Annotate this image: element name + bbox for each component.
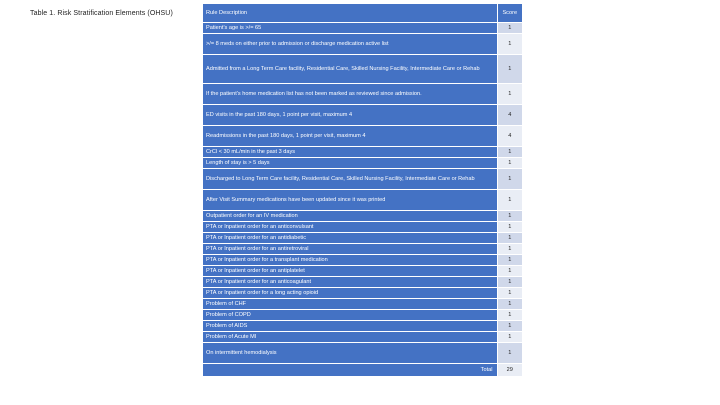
table-row [203,105,522,126]
table-row [203,277,522,288]
score-cell: 1 [497,321,522,332]
rule-description-header: Rule Description [203,4,497,23]
rule-description-cell: PTA or Inpatient order for an antiplatelet [203,266,497,277]
table-row [203,310,522,321]
table-row [203,169,522,190]
rule-description-cell: Length of stay is > 5 days [203,158,497,169]
table-row [203,158,522,169]
total-label: Total [203,364,497,377]
score-cell: 1 [497,158,522,169]
table-row [203,332,522,343]
rule-description-cell: >/= 8 meds on either prior to admission or discharge medication active list [203,34,497,55]
score-cell: 1 [497,255,522,266]
total-row [203,364,522,377]
score-cell: 1 [497,147,522,158]
rule-description-cell: Admitted from a Long Term Care facility, Residential Care, Skilled Nursing Facility, Intermediate Care or Rehab [203,55,497,84]
rule-description-cell: PTA or Inpatient order for an anticonvulsant [203,222,497,233]
score-cell: 1 [497,34,522,55]
score-header: Score [497,4,522,23]
table-header-row [203,4,522,23]
table-row [203,288,522,299]
table-caption: Table 1. Risk Stratification Elements (OHSU) [30,10,173,17]
score-cell: 1 [497,266,522,277]
table-row [203,222,522,233]
rule-description-cell: Problem of CHF [203,299,497,310]
table-row [203,34,522,55]
rule-description-cell: On intermittent hemodialysis [203,343,497,364]
total-score: 29 [497,364,522,377]
table-row [203,343,522,364]
rule-description-cell: Readmissions in the past 180 days, 1 point per visit, maximum 4 [203,126,497,147]
score-cell: 4 [497,126,522,147]
table-row [203,321,522,332]
table-row [203,55,522,84]
table-row [203,23,522,34]
score-cell: 1 [497,277,522,288]
score-cell: 1 [497,211,522,222]
score-cell: 1 [497,23,522,34]
rule-description-cell: Problem of Acute MI [203,332,497,343]
score-cell: 1 [497,288,522,299]
rule-description-cell: Outpatient order for an IV medication [203,211,497,222]
score-cell: 1 [497,222,522,233]
rule-description-cell: PTA or Inpatient order for an antidiabetic [203,233,497,244]
rule-description-cell: Problem of AIDS [203,321,497,332]
rule-description-cell: PTA or Inpatient order for a long acting opioid [203,288,497,299]
score-cell: 1 [497,299,522,310]
table-row [203,84,522,105]
rule-description-cell: After Visit Summary medications have been updated since it was printed [203,190,497,211]
rule-description-cell: PTA or Inpatient order for a transplant medication [203,255,497,266]
table-row [203,299,522,310]
score-cell: 1 [497,233,522,244]
rule-description-cell: Problem of COPD [203,310,497,321]
table-body [203,23,522,364]
score-cell: 1 [497,55,522,84]
score-cell: 4 [497,105,522,126]
score-cell: 1 [497,169,522,190]
table-row [203,211,522,222]
rule-description-cell: PTA or Inpatient order for an anticoagulant [203,277,497,288]
table-row [203,190,522,211]
rule-description-cell: If the patient’s home medication list has not been marked as reviewed since admission. [203,84,497,105]
table-row [203,244,522,255]
rule-description-cell: Discharged to Long Term Care facility, Residential Care, Skilled Nursing Facility, Intermediate Care or Rehab [203,169,497,190]
rule-description-cell: PTA or Inpatient order for an antiretroviral [203,244,497,255]
rule-description-cell: Patient’s age is >/= 65 [203,23,497,34]
table-row [203,147,522,158]
score-cell: 1 [497,310,522,321]
score-cell: 1 [497,190,522,211]
score-cell: 1 [497,84,522,105]
table-row [203,233,522,244]
table-row [203,255,522,266]
table-row [203,126,522,147]
risk-stratification-table [203,4,522,377]
score-cell: 1 [497,343,522,364]
score-cell: 1 [497,244,522,255]
table-row [203,266,522,277]
score-cell: 1 [497,332,522,343]
rule-description-cell: CrCl < 30 mL/min in the past 3 days [203,147,497,158]
rule-description-cell: ED visits in the past 180 days, 1 point per visit, maximum 4 [203,105,497,126]
